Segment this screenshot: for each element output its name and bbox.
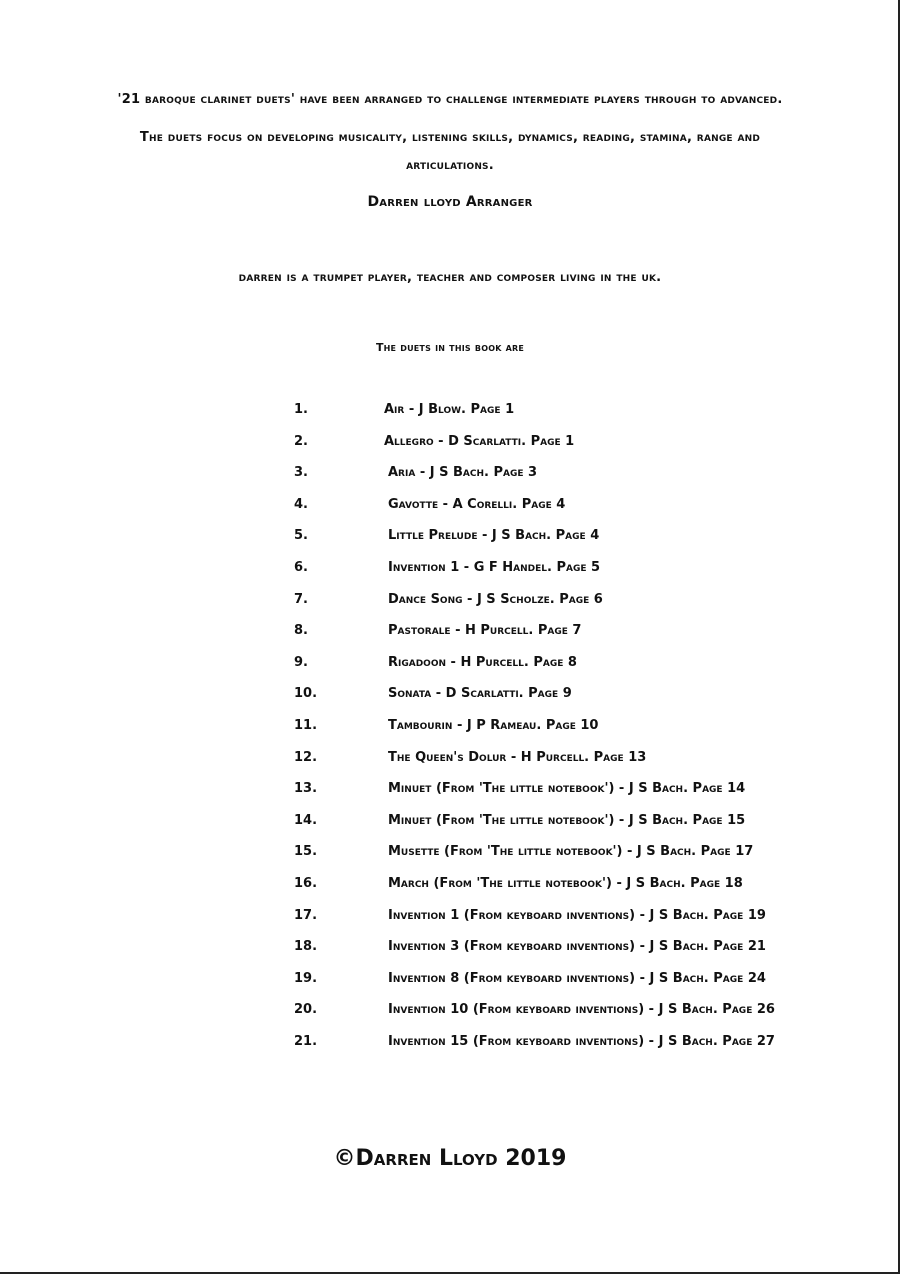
list-item — [0, 1032, 900, 1064]
duet-title: Aria - J S Bach. Page 3 — [388, 465, 538, 481]
list-item — [0, 906, 900, 938]
duet-number: 20. — [294, 1002, 318, 1018]
intro-line-2: The duets focus on developing musicality, listening skills, dynamics, reading, stamina, range and — [139, 130, 761, 145]
duet-title: Air - J Blow. Page 1 — [384, 402, 515, 417]
duet-number: 4. — [294, 496, 308, 512]
list-item — [0, 495, 900, 527]
duet-title: Little Prelude - J S Bach. Page 4 — [388, 528, 600, 544]
duet-number: 19. — [294, 970, 318, 986]
duet-number: 13. — [294, 781, 318, 797]
duet-title: Tambourin - J P Rameau. Page 10 — [388, 717, 599, 733]
duet-number: 12. — [294, 749, 318, 765]
duet-number: 9. — [294, 654, 308, 670]
duet-number: 17. — [294, 907, 318, 923]
intro-line-3: articulations. — [406, 158, 494, 173]
list-item — [0, 779, 900, 811]
list-item — [0, 811, 900, 843]
duet-title: Invention 10 (From keyboard inventions) - J S Bach. Page 26 — [388, 1002, 775, 1018]
duet-number: 10. — [294, 686, 318, 702]
duet-number: 1. — [294, 402, 308, 417]
list-item — [0, 400, 900, 432]
list-item — [0, 716, 900, 748]
list-item — [0, 748, 900, 780]
arranger-credit: Darren lloyd Arranger — [367, 194, 533, 210]
duet-title: Allegro - D Scarlatti. Page 1 — [384, 433, 575, 449]
duet-title: Invention 1 - G F Handel. Page 5 — [388, 559, 601, 575]
list-item — [0, 558, 900, 590]
duet-list-heading: The duets in this book are — [375, 341, 525, 354]
duet-list — [0, 400, 900, 1063]
duet-number: 6. — [294, 559, 308, 575]
arranger-bio: darren is a trumpet player, teacher and composer living in the uk. — [238, 270, 662, 285]
list-item — [0, 842, 900, 874]
duet-title: Rigadoon - H Purcell. Page 8 — [388, 654, 577, 670]
list-item — [0, 684, 900, 716]
duet-title: Invention 8 (From keyboard inventions) - J S Bach. Page 24 — [388, 970, 766, 986]
duet-number: 11. — [294, 717, 318, 733]
list-item — [0, 621, 900, 653]
duet-title: Invention 15 (From keyboard inventions) - J S Bach. Page 27 — [388, 1033, 775, 1049]
copyright-notice: ©Darren Lloyd 2019 — [333, 1146, 567, 1171]
intro-line-1: '21 baroque clarinet duets' have been arranged to challenge intermediate players through to advanced. — [117, 92, 783, 107]
list-item — [0, 969, 900, 1001]
list-item — [0, 463, 900, 495]
duet-title: The Queen's Dolur - H Purcell. Page 13 — [388, 749, 647, 765]
duet-title: Pastorale - H Purcell. Page 7 — [388, 623, 582, 639]
list-item — [0, 590, 900, 622]
duet-number: 16. — [294, 875, 318, 891]
duet-title: Sonata - D Scarlatti. Page 9 — [388, 686, 572, 702]
duet-number: 21. — [294, 1033, 318, 1049]
duet-title: Minuet (From 'The little notebook') - J S Bach. Page 15 — [388, 812, 746, 828]
duet-number: 7. — [294, 591, 308, 607]
duet-number: 2. — [294, 433, 308, 449]
duet-title: Gavotte - A Corelli. Page 4 — [388, 496, 566, 512]
list-item — [0, 432, 900, 464]
list-item — [0, 937, 900, 969]
list-item — [0, 874, 900, 906]
duet-number: 15. — [294, 844, 318, 860]
duet-title: Dance Song - J S Scholze. Page 6 — [388, 591, 603, 607]
duet-number: 18. — [294, 939, 318, 955]
duet-title: Invention 3 (From keyboard inventions) - J S Bach. Page 21 — [388, 939, 766, 955]
duet-title: Invention 1 (From keyboard inventions) - J S Bach. Page 19 — [388, 907, 766, 923]
duet-title: Musette (From 'The little notebook') - J S Bach. Page 17 — [388, 844, 754, 860]
duet-title: March (From 'The little notebook') - J S Bach. Page 18 — [388, 875, 743, 891]
duet-number: 3. — [294, 465, 308, 481]
duet-number: 14. — [294, 812, 318, 828]
duet-number: 8. — [294, 623, 308, 639]
list-item — [0, 526, 900, 558]
duet-number: 5. — [294, 528, 308, 544]
list-item — [0, 1000, 900, 1032]
list-item — [0, 653, 900, 685]
duet-title: Minuet (From 'The little notebook') - J S Bach. Page 14 — [388, 781, 746, 797]
